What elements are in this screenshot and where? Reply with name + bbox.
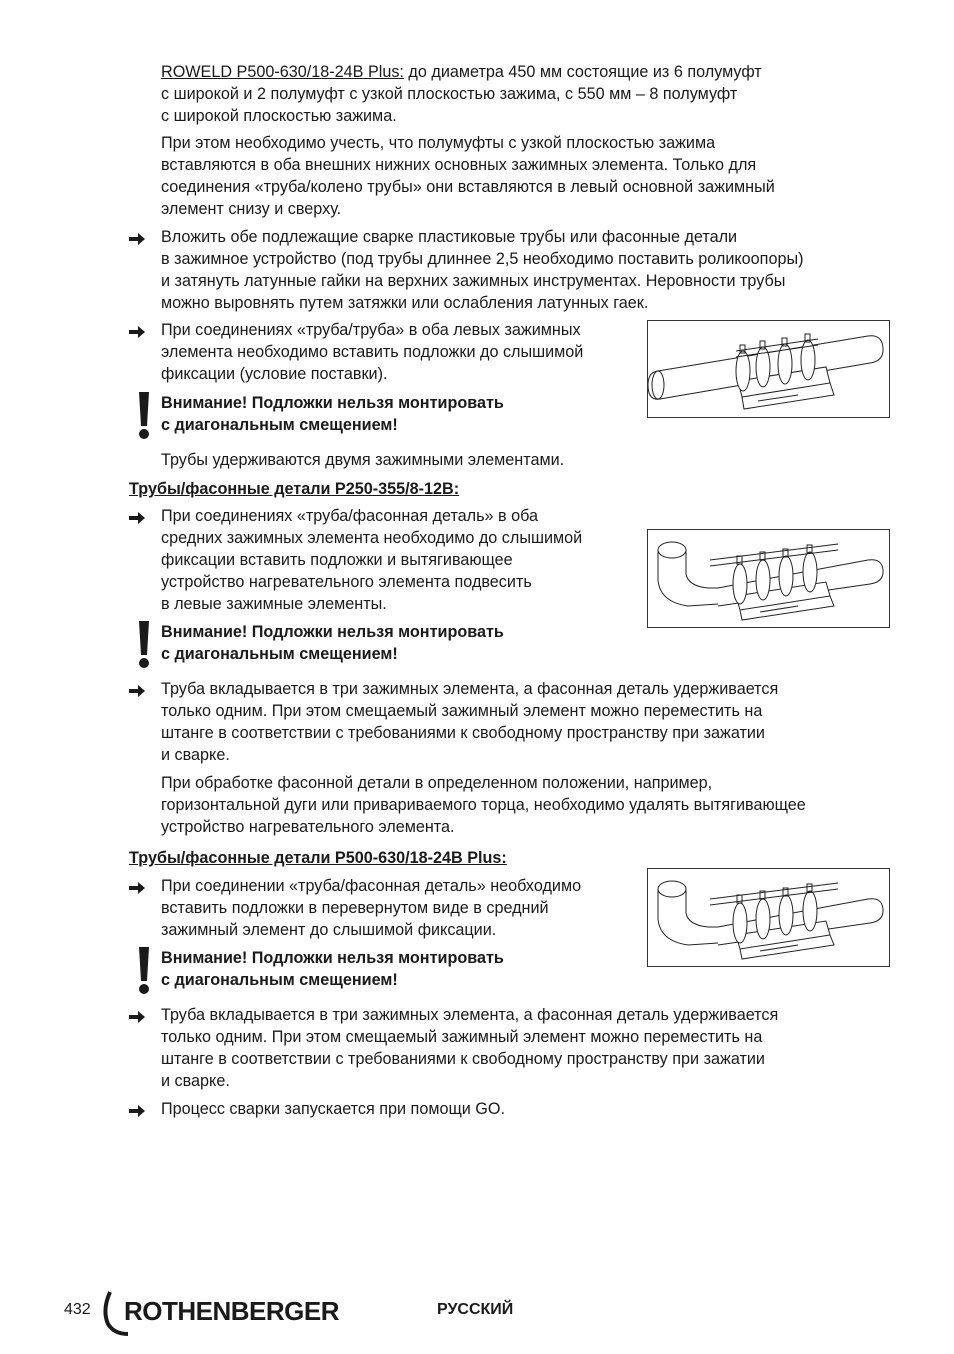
- step-pipe-pipe: При соединениях «труба/труба» в оба левых зажимных элемента необходимо вставить подложки до слышимой фиксации (условие поставки).: [161, 321, 584, 383]
- arrow-right-icon: [129, 1104, 145, 1118]
- arrow-right-icon: [129, 1010, 145, 1024]
- p250-note: При обработке фасонной детали в определенном положении, например, горизонтальной дуги или привариваемого торца, необходимо удалять вытягивающее устройство нагревательного элемента.: [161, 774, 806, 836]
- welding-machine-elbow-illustration: [648, 869, 889, 966]
- arrow-right-icon: [129, 232, 145, 246]
- exclamation-icon: [137, 947, 151, 995]
- p250-warning: Внимание! Подложки нельзя монтировать с диагональным смещением!: [161, 623, 504, 663]
- exclamation-icon: [137, 621, 151, 669]
- arrow-right-icon: [129, 325, 145, 339]
- model-link: ROWELD P500-630/18-24B Plus:: [161, 63, 404, 81]
- arrow-right-icon: [129, 684, 145, 698]
- intro-note: При этом необходимо учесть, что полумуфты с узкой плоскостью зажима вставляются в оба внешних нижних основных зажимных элемента. Только для соединения «труба/колено трубы» они вставляются в левый основной зажимный элемент снизу и сверху.: [161, 134, 775, 218]
- heading-p500: Трубы/фасонные детали P500-630/18-24B Plus:: [129, 849, 507, 867]
- p500-step-1: При соединении «труба/фасонная деталь» необходимо вставить подложки в перевернутом виде в средний зажимный элемент до слышимой фиксации.: [161, 877, 582, 939]
- welding-machine-elbow-illustration: [648, 530, 889, 627]
- arrow-right-icon: [129, 881, 145, 895]
- page-number: 432: [64, 1301, 91, 1318]
- p250-step-1: При соединениях «труба/фасонная деталь» в оба средних зажимных элемента необходимо до слышимой фиксации вставить подложки и вытягивающее устройство нагревательного элемента подвесить в левые зажимные элементы.: [161, 507, 583, 613]
- model-text: до диаметра 450 мм состоящие из 6 полумуфт с широкой и 2 полумуфт с узкой плоскостью зажима, с 550 мм – 8 полумуфт с широкой плоскостью зажима.: [161, 63, 762, 125]
- figure-pipe-fitting-p250: [647, 529, 890, 628]
- held-two: Трубы удерживаются двумя зажимными элементами.: [161, 451, 565, 469]
- p250-step-2: Труба вкладывается в три зажимных элемента, а фасонная деталь удерживается только одним. При этом смещаемый зажимный элемент можно переместить на штанге в соответствии с требованиями к свободному пространству при зажатии и сварке.: [161, 680, 779, 764]
- p500-warning: Внимание! Подложки нельзя монтировать с диагональным смещением!: [161, 949, 504, 989]
- warning-1: Внимание! Подложки нельзя монтировать с диагональным смещением!: [161, 394, 504, 434]
- p500-step-3: Процесс сварки запускается при помощи GO.: [161, 1100, 505, 1118]
- exclamation-icon: [137, 392, 151, 440]
- figure-pipe-pipe: [647, 320, 890, 418]
- p500-step-2: Труба вкладывается в три зажимных элемента, а фасонная деталь удерживается только одним. При этом смещаемый зажимный элемент можно переместить на штанге в соответствии с требованиями к свободному пространству при зажатии и сварке.: [161, 1006, 779, 1090]
- figure-pipe-fitting-p500: [647, 868, 890, 967]
- step-insert-pipes: Вложить обе подлежащие сварке пластиковые трубы или фасонные детали в зажимное устройство (под трубы длиннее 2,5 необходимо поставить роликоопоры) и затянуть латунные гайки на верхних зажимных инструментах. Неровности трубы можно выровнять путем затяжки или ослабления латунных гаек.: [161, 228, 804, 312]
- arrow-right-icon: [129, 511, 145, 525]
- heading-p250: Трубы/фасонные детали P250-355/8-12B:: [129, 480, 460, 498]
- language-label: РУССКИЙ: [437, 1301, 514, 1318]
- welding-machine-pipe-illustration: [648, 321, 889, 417]
- brand-logo-text: ROTHENBERGER: [124, 1296, 340, 1326]
- intro-paragraph: [161, 61, 762, 127]
